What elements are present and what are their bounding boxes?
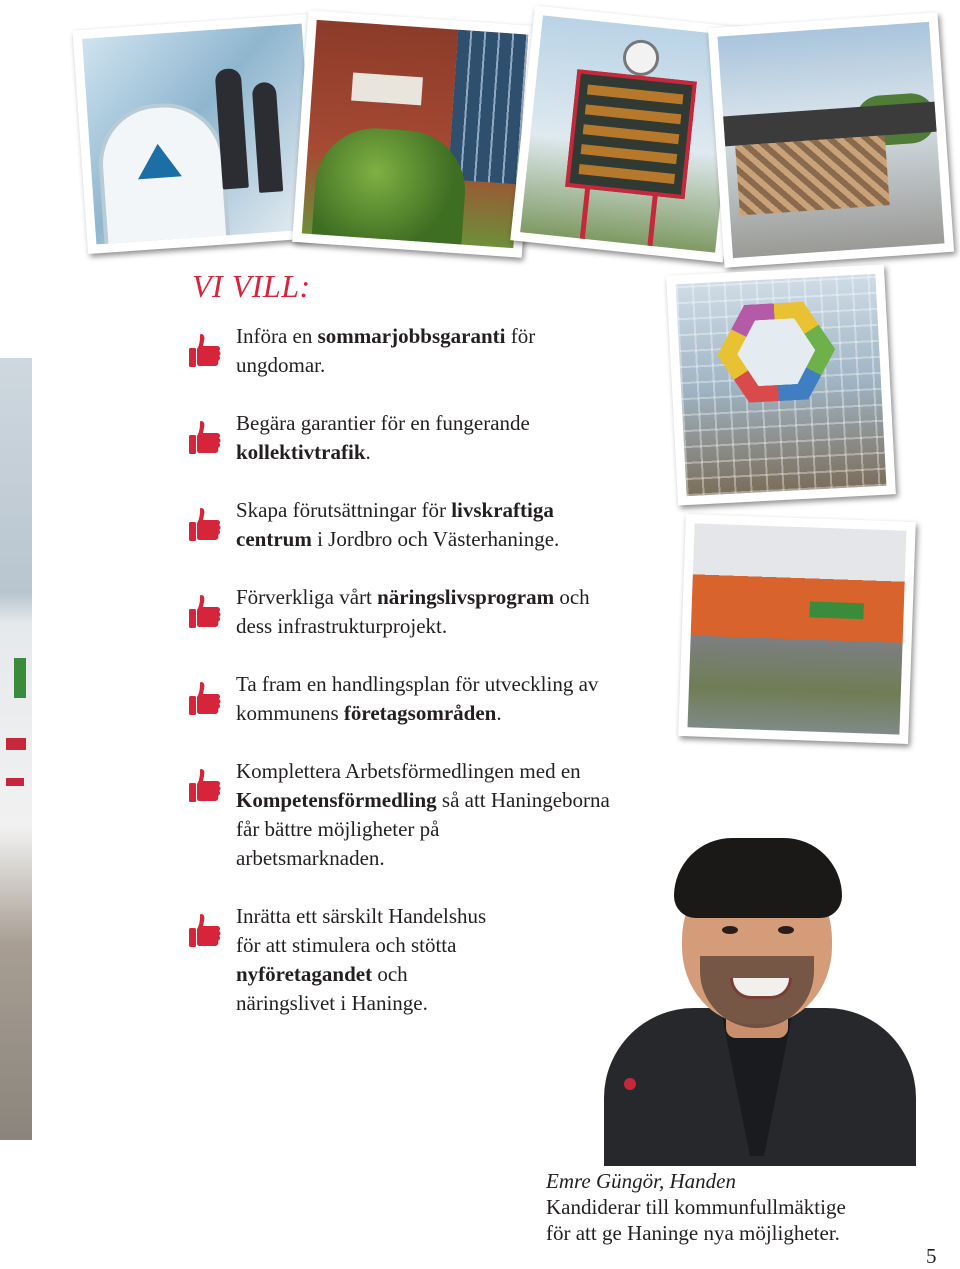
- goal-text: .: [365, 440, 371, 464]
- goal-item: [188, 670, 688, 728]
- glass-facade: [448, 30, 528, 185]
- caption-line: för att ge Haninge nya möjligheter.: [546, 1221, 840, 1245]
- building-plaque: [351, 73, 423, 106]
- photo-brick-building: [292, 10, 538, 257]
- goal-keyword: nyföretagandet: [236, 962, 373, 986]
- photo-mall-atrium: [666, 264, 896, 505]
- goal-keyword: livskraftiga: [451, 498, 554, 522]
- goal-text: så att Haningeborna: [436, 788, 610, 812]
- timetable-board: [565, 69, 697, 199]
- goal-text: och: [554, 585, 590, 609]
- goal-keyword: kollektivtrafik: [236, 440, 366, 464]
- market-stall: [735, 135, 890, 215]
- sign-pole: [647, 192, 658, 252]
- goal-keyword: centrum: [236, 527, 312, 551]
- thumbs-up-icon: [188, 419, 222, 459]
- goal-text: kommunens: [236, 701, 344, 725]
- goal-text: Begära garantier för en fungerande: [236, 411, 530, 435]
- section-heading: VI VILL:: [192, 268, 311, 304]
- goal-item: [188, 409, 688, 467]
- store-sign: [809, 601, 864, 619]
- goal-text: Införa en: [236, 324, 318, 348]
- goal-item: [188, 583, 688, 641]
- goal-text: dess infrastrukturprojekt.: [236, 614, 448, 638]
- goal-text: Ta fram en handlingsplan för utveckling av: [236, 672, 599, 696]
- thumbs-up-icon: [188, 912, 222, 952]
- company-logo: [136, 142, 182, 179]
- goal-text: för att stimulera och stötta: [236, 933, 457, 957]
- candidate-portrait: [604, 838, 916, 1166]
- thumbs-up-icon: [188, 593, 222, 633]
- clock: [621, 38, 661, 78]
- goal-text: får bättre möjligheter på: [236, 817, 440, 841]
- goal-keyword: näringslivsprogram: [377, 585, 555, 609]
- thumbs-up-icon: [188, 767, 222, 807]
- goal-text: Förverkliga vårt: [236, 585, 378, 609]
- thumbs-up-icon: [188, 506, 222, 546]
- portrait-caption: [546, 1168, 846, 1246]
- goal-text: Inrätta ett särskilt Handelshus: [236, 904, 487, 928]
- goal-text: Komplettera Arbetsförmedlingen med en: [236, 759, 581, 783]
- goal-text: ungdomar.: [236, 353, 326, 377]
- goal-text: arbetsmarknaden.: [236, 846, 385, 870]
- candidate-name: Emre Güngör, Handen: [546, 1169, 736, 1193]
- sign-pole: [579, 185, 590, 245]
- left-edge-photo-fragment: [0, 358, 32, 1140]
- person-figure: [252, 82, 284, 193]
- goal-text: .: [496, 701, 502, 725]
- goal-keyword: företagsområden: [343, 701, 497, 725]
- goal-text: näringslivet i Haninge.: [236, 991, 428, 1015]
- goal-text: Skapa förutsättningar för: [236, 498, 452, 522]
- goal-text: i Jordbro och Västerhaninge.: [311, 527, 560, 551]
- photo-retail-store: [678, 514, 916, 744]
- caption-line: Kandiderar till kommunfullmäktige: [546, 1195, 846, 1219]
- tree: [312, 124, 469, 244]
- goal-item: [188, 496, 688, 554]
- thumbs-up-icon: [188, 680, 222, 720]
- photo-market-square: [708, 12, 954, 267]
- goal-keyword: sommarjobbsgaranti: [317, 324, 506, 348]
- page-number: 5: [926, 1244, 937, 1268]
- goal-text: för: [505, 324, 536, 348]
- goal-text: och: [372, 962, 408, 986]
- goal-keyword: Kompetensförmedling: [236, 788, 437, 812]
- goal-item: [188, 322, 688, 380]
- photo-office-reception: [72, 14, 325, 254]
- thumbs-up-icon: [188, 332, 222, 372]
